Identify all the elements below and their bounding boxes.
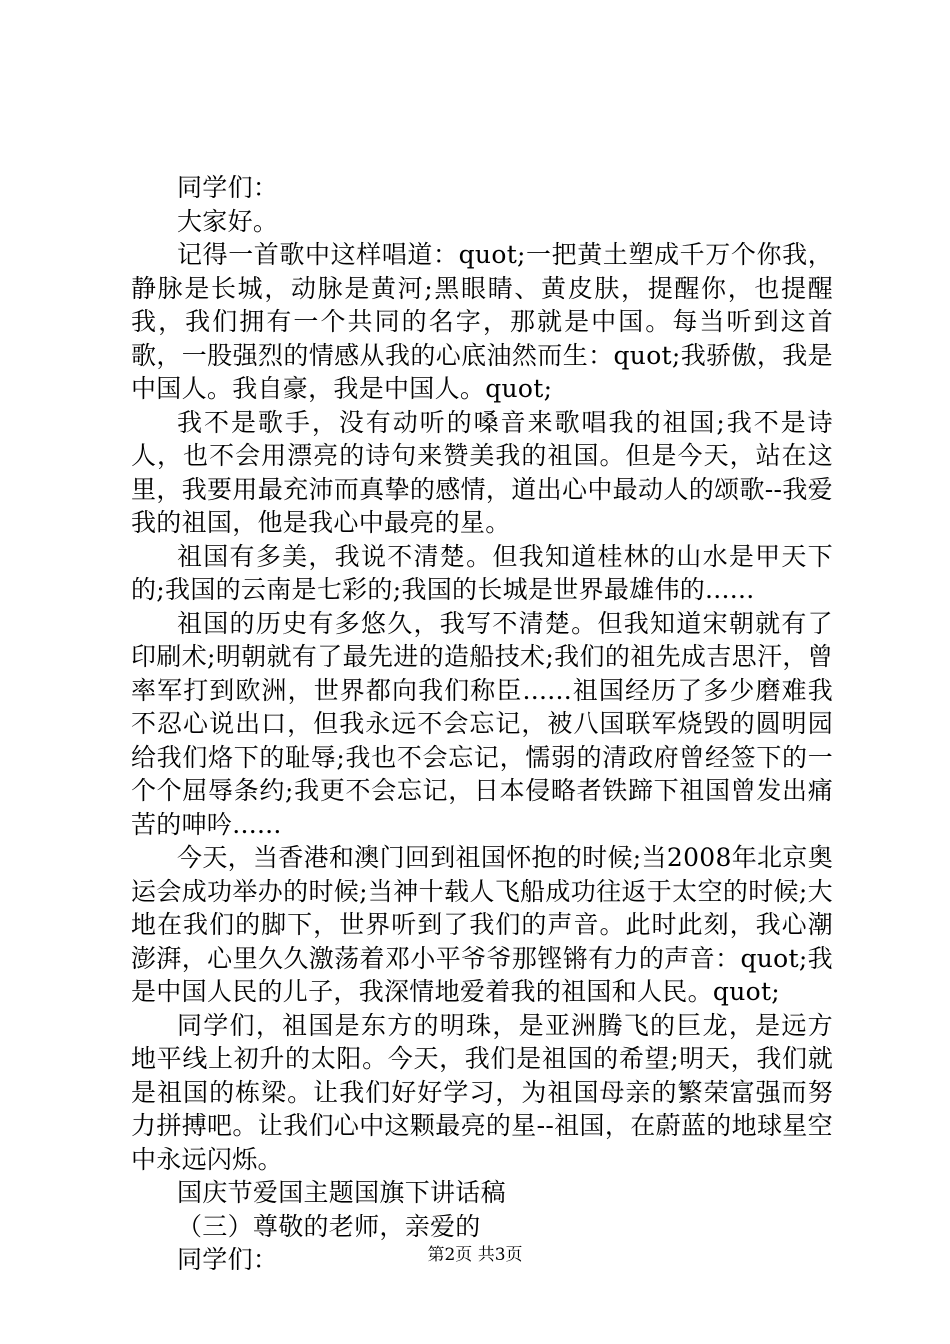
paragraph: 大家好。: [177, 206, 279, 236]
page-footer: 第2页 共3页: [427, 1245, 523, 1265]
paragraph: 同学们，祖国是东方的明珠，是亚洲腾飞的巨龙，是远方地平线上初升的太阳。今天，我们是祖国的希望;明天，我们就是祖国的栋梁。让我们好好学习，为祖国母亲的繁荣富强而努力拼搏吧。让我们心中这颗最亮的星--祖国，在蔚蓝的地球星空中永远闪烁。: [131, 1010, 833, 1174]
paragraph: 同学们：: [177, 173, 279, 202]
paragraph: 今天，当香港和澳门回到祖国怀抱的时候;当2008年北京奥运会成功举办的时候;当神十载人飞船成功往返于太空的时候;大地在我们的脚下，世界听到了我们的声音。此时此刻，我心潮澎湃，心里久久激荡着邓小平爷爷那铿锵有力的声音：quot;我是中国人民的儿子，我深情地爱着我的祖国和人民。quot;: [131, 843, 833, 1006]
paragraph: 我不是歌手，没有动听的嗓音来歌唱我的祖国;我不是诗人，也不会用漂亮的诗句来赞美我的祖国。但是今天，站在这里，我要用最充沛而真挚的感情，道出心中最动人的颂歌--我爱我的祖国，他是我心中最亮的星。: [131, 407, 833, 537]
paragraph: 祖国有多美，我说不清楚。但我知道桂林的山水是甲天下的;我国的云南是七彩的;我国的长城是世界最雄伟的......: [131, 541, 833, 604]
paragraph: （三）尊敬的老师，亲爱的: [177, 1211, 481, 1241]
paragraph: 同学们：: [177, 1245, 279, 1274]
paragraph: 国庆节爱国主题国旗下讲话稿: [177, 1178, 506, 1207]
document-body: [131, 171, 833, 1277]
paragraph: 记得一首歌中这样唱道：quot;一把黄土塑成千万个你我，静脉是长城，动脉是黄河;黑眼睛、黄皮肤，提醒你，也提醒我，我们拥有一个共同的名字，那就是中国。每当听到这首歌，一股强烈的情感从我的心底油然而生：quot;我骄傲，我是中国人。我自豪，我是中国人。quot;: [131, 240, 833, 403]
paragraph: 祖国的历史有多悠久，我写不清楚。但我知道宋朝就有了印刷术;明朝就有了最先进的造船技术;我们的祖先成吉思汗，曾率军打到欧洲，世界都向我们称臣......祖国经历了多少磨难我不忍心说出口，但我永远不会忘记，被八国联军烧毁的圆明园给我们烙下的耻辱;我也不会忘记，懦弱的清政府曾经签下的一个个屈辱条约;我更不会忘记，日本侵略者铁蹄下祖国曾发出痛苦的呻吟......: [131, 608, 833, 839]
